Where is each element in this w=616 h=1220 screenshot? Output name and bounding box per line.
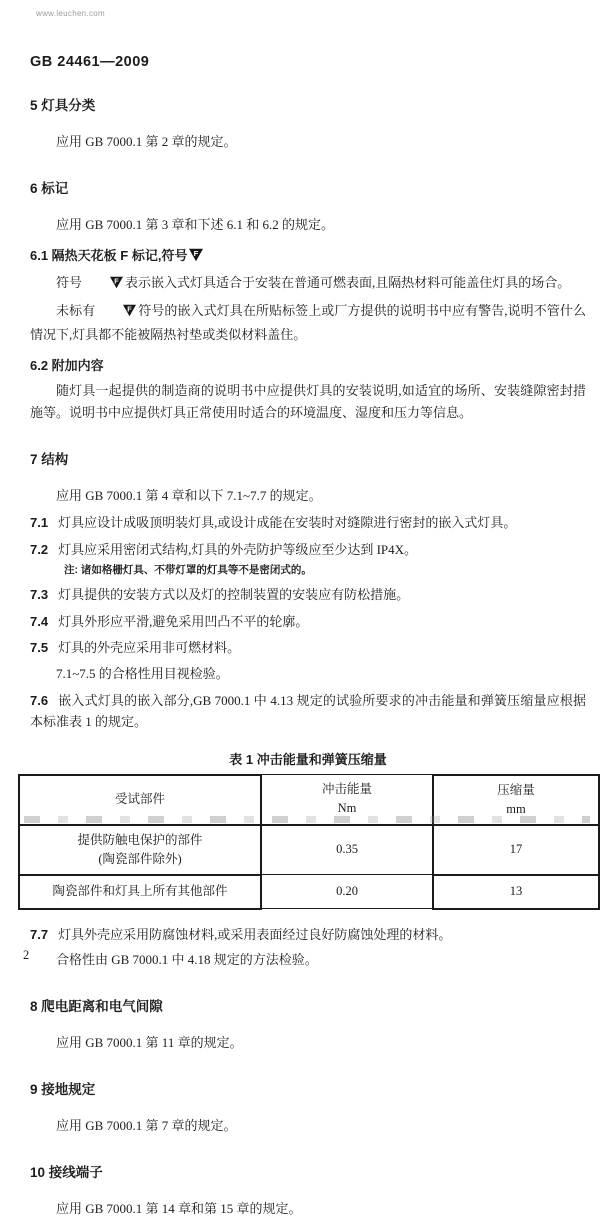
clause-text: 灯具应采用密闭式结构,灯具的外壳防护等级应至少达到 IP4X。 bbox=[58, 541, 418, 557]
clause-6-1-title-text: 6.1 隔热天花板 F 标记,符号 bbox=[30, 248, 188, 263]
clause-text: 灯具的外壳应采用非可燃材料。 bbox=[58, 640, 241, 655]
f-mark-icon bbox=[96, 302, 137, 324]
header-cell-compression bbox=[433, 775, 599, 825]
cell-part bbox=[19, 825, 261, 875]
clause-6-2-body: 随灯具一起提供的制造商的说明书中应提供灯具的安装说明,如适宜的场所、安装缝隙密封措施等。说明书中应提供灯具正常使用时适合的环境温度、湿度和压力等信息。 bbox=[30, 383, 586, 420]
section-7-intro: 应用 GB 7000.1 第 4 章和以下 7.1~7.7 的规定。 bbox=[56, 488, 322, 503]
clause-7-6 bbox=[30, 690, 586, 733]
table-row bbox=[19, 825, 599, 875]
section-10-body: 应用 GB 7000.1 第 14 章和第 15 章的规定。 bbox=[56, 1201, 302, 1216]
para-text: 符号的嵌入式灯具在所贴标签上或厂方提供的说明书中应有警告,说明不管什么情况下,灯具都不能被隔热衬垫或类似材料盖住。 bbox=[30, 303, 586, 342]
table-1-title: 表 1 冲击能量和弹簧压缩量 bbox=[229, 751, 387, 767]
clause-7-4 bbox=[30, 611, 586, 633]
clause-6-1-title bbox=[30, 246, 586, 268]
clause-number: 7.4 bbox=[30, 613, 49, 629]
cell-compression: 17 bbox=[433, 825, 599, 875]
site-watermark: www.leuchen.com bbox=[36, 9, 105, 18]
cell-part: 陶瓷部件和灯具上所有其他部件 bbox=[19, 875, 261, 909]
clause-7-7 bbox=[30, 924, 586, 946]
section-9-title: 9 接地规定 bbox=[30, 1082, 96, 1097]
section-10-title: 10 接线端子 bbox=[30, 1165, 103, 1180]
clause-7-visual-check: 7.1~7.5 的合格性用目视检验。 bbox=[56, 665, 229, 681]
clause-number: 7.7 bbox=[30, 926, 49, 942]
clause-6-2-title: 6.2 附加内容 bbox=[30, 358, 104, 373]
clause-7-7-check: 合格性由 GB 7000.1 中 4.18 规定的方法检验。 bbox=[56, 952, 318, 967]
clause-6-1-para-1 bbox=[30, 272, 586, 296]
header-unit: mm bbox=[506, 801, 526, 816]
f-mark-icon bbox=[188, 248, 204, 268]
para-text: 符号 bbox=[56, 275, 83, 290]
clause-6-1-para-2 bbox=[30, 300, 586, 346]
clause-number: 7.5 bbox=[30, 640, 49, 655]
clause-number: 7.3 bbox=[30, 587, 49, 602]
svg-text:F: F bbox=[194, 249, 199, 259]
cell-energy: 0.35 bbox=[261, 825, 433, 875]
table-1 bbox=[18, 774, 600, 910]
section-5-body: 应用 GB 7000.1 第 2 章的规定。 bbox=[56, 134, 237, 149]
table-header-row bbox=[19, 775, 599, 825]
standard-number: GB 24461—2009 bbox=[30, 54, 150, 70]
clause-7-3 bbox=[30, 584, 586, 606]
section-8-title: 8 爬电距离和电气间隙 bbox=[30, 999, 163, 1014]
table-row bbox=[19, 875, 599, 909]
clause-7-2 bbox=[30, 539, 586, 561]
clause-text: 嵌入式灯具的嵌入部分,GB 7000.1 中 4.13 规定的试验所要求的冲击能量和弹簧压缩量应根据本标准表 1 的规定。 bbox=[30, 692, 586, 729]
f-mark-icon bbox=[83, 274, 124, 296]
para-text: 表示嵌入式灯具适合于安装在普通可燃表面,且隔热材料可能盖住灯具的场合。 bbox=[125, 275, 571, 290]
section-6-body: 应用 GB 7000.1 第 3 章和下述 6.1 和 6.2 的规定。 bbox=[56, 217, 335, 232]
header-cell-energy bbox=[261, 775, 433, 825]
clause-text: 灯具外壳应采用防腐蚀材料,或采用表面经过良好防腐蚀处理的材料。 bbox=[58, 926, 452, 942]
cell-text: 提供防触电保护的部件 bbox=[77, 832, 203, 847]
svg-text:F: F bbox=[127, 304, 132, 314]
clause-number: 7.6 bbox=[30, 692, 49, 708]
section-6-title: 6 标记 bbox=[30, 181, 69, 196]
clause-7-2-note: 注: 诸如格栅灯具、不带灯罩的灯具等不是密闭式的。 bbox=[64, 564, 312, 576]
clause-number: 7.2 bbox=[30, 541, 49, 557]
page-number: 2 bbox=[23, 948, 30, 962]
clause-7-5 bbox=[30, 637, 586, 659]
svg-text:F: F bbox=[114, 276, 119, 286]
clause-text: 灯具外形应平滑,避免采用凹凸不平的轮廓。 bbox=[58, 613, 309, 629]
header-unit: Nm bbox=[337, 801, 357, 816]
cell-text: (陶瓷部件除外) bbox=[98, 851, 182, 866]
section-8-body: 应用 GB 7000.1 第 11 章的规定。 bbox=[56, 1035, 243, 1050]
header-cell-part: 受试部件 bbox=[19, 775, 261, 825]
header-label: 冲击能量 bbox=[321, 782, 372, 797]
para-text: 未标有 bbox=[56, 303, 96, 318]
clause-text: 灯具应设计成吸顶明装灯具,或设计成能在安装时对缝隙进行密封的嵌入式灯具。 bbox=[58, 515, 517, 530]
section-5-title: 5 灯具分类 bbox=[30, 98, 96, 113]
clause-7-1 bbox=[30, 512, 586, 534]
clause-number: 7.1 bbox=[30, 515, 49, 530]
section-9-body: 应用 GB 7000.1 第 7 章的规定。 bbox=[56, 1118, 237, 1133]
header-label: 压缩量 bbox=[497, 782, 535, 797]
cell-compression: 13 bbox=[433, 875, 599, 909]
clause-text: 灯具提供的安装方式以及灯的控制装置的安装应有防松措施。 bbox=[58, 587, 410, 602]
cell-energy: 0.20 bbox=[261, 875, 433, 909]
section-7-title: 7 结构 bbox=[30, 452, 69, 467]
table-1-wrapper bbox=[18, 774, 598, 910]
